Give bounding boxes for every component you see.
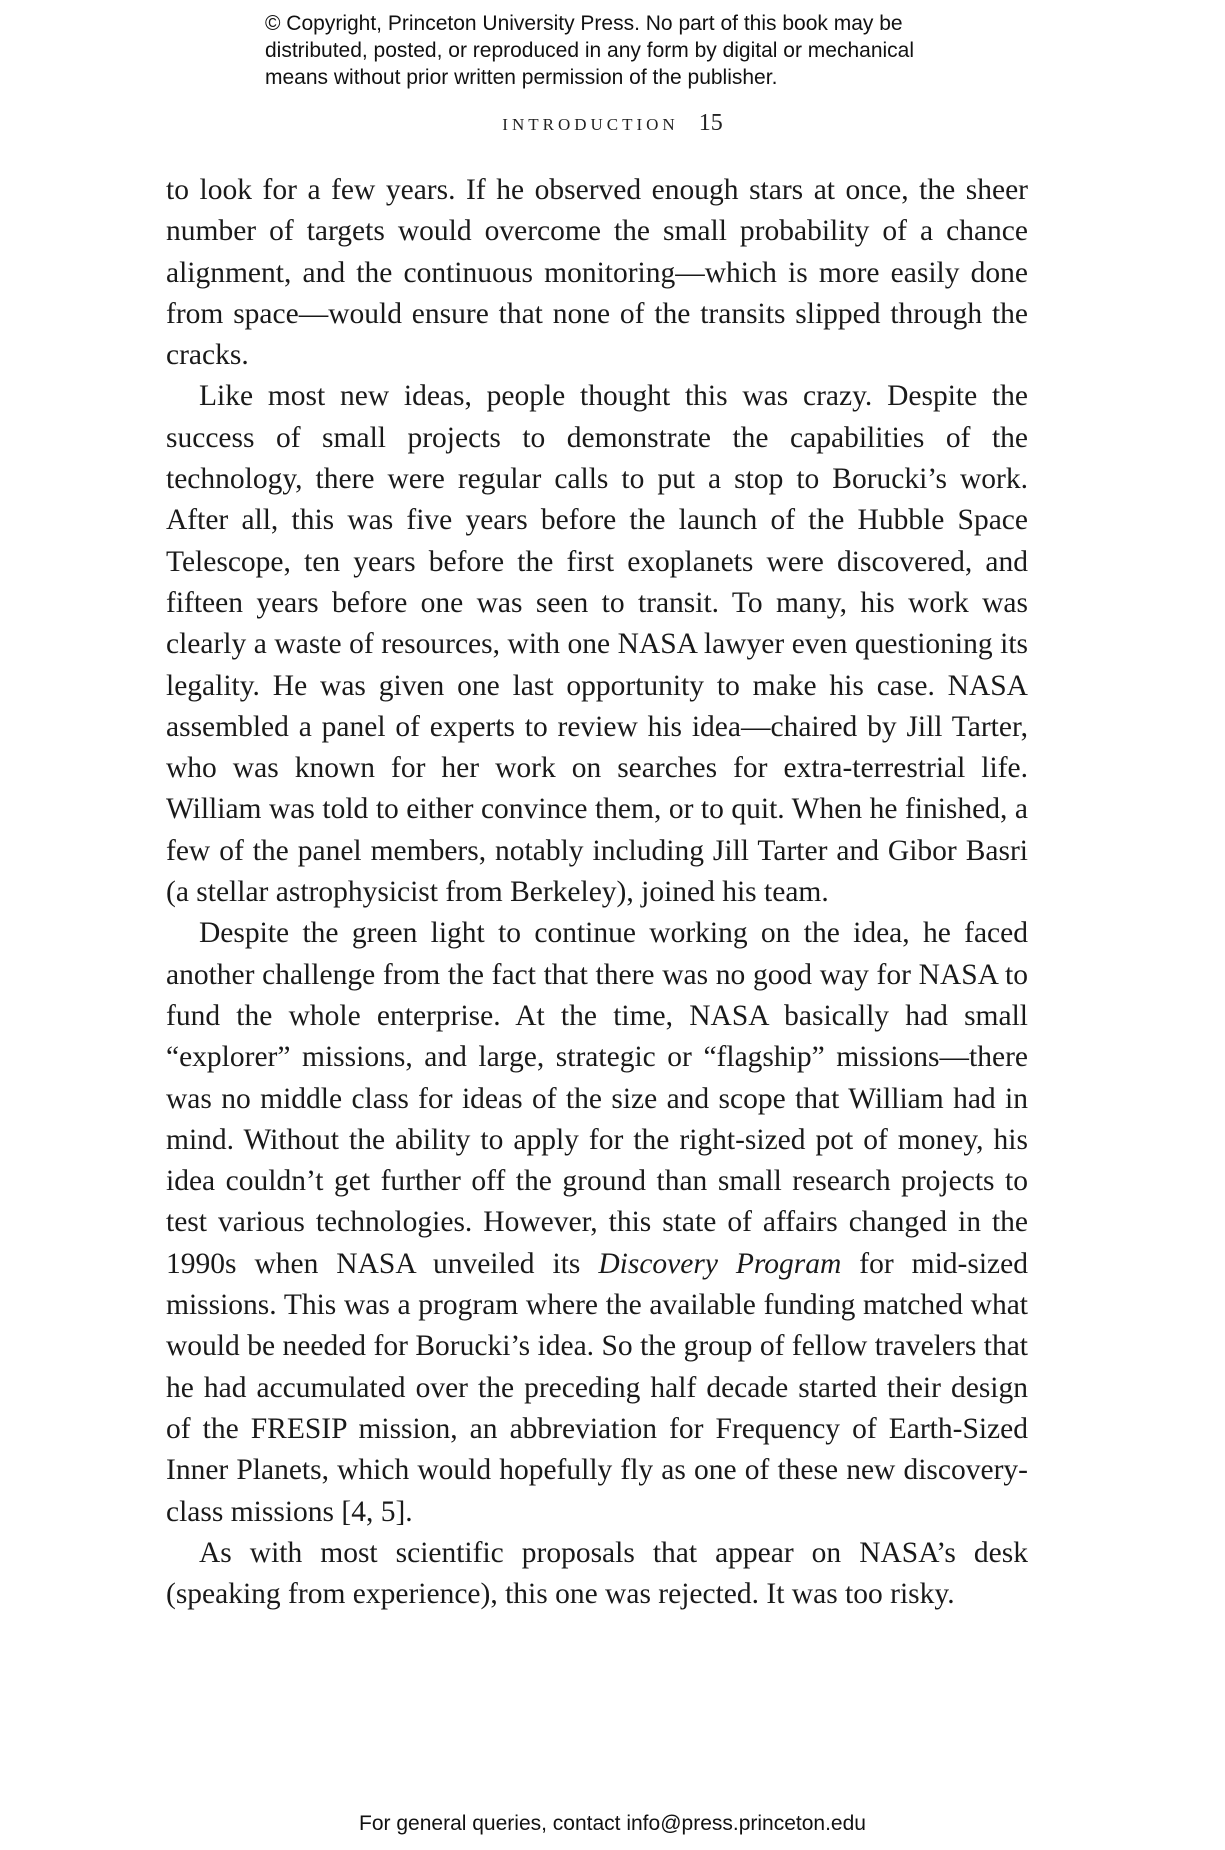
paragraph-3-text-b: for mid-sized missions. This was a program where the available funding matched what would be needed for Borucki’s idea. So the group of fellow travelers that he had accumulated over the preceding half decade started their design of the FRESIP mission, an abbreviation for Frequency of Earth-Sized Inner Planets, which would hopefully fly as one of these new discovery-class missions [4, 5]. [166,1247,1028,1528]
paragraph-4: As with most scientific proposals that appear on NASA’s desk (speaking from experience), this one was rejected. It was too risky. [166,1536,1028,1611]
copyright-line-3: means without prior written permission of the publisher. [265,66,778,89]
discovery-program-title: Discovery Program [598,1247,842,1280]
running-head [0,110,1225,137]
copyright-line-2: distributed, posted, or reproduced in any form by digital or mechanical [265,39,915,62]
paragraph-2: Like most new ideas, people thought this was crazy. Despite the success of small projects to demonstrate the capabilities of the technology, there were regular calls to put a stop to Borucki’s work. After all, this was five years before the launch of the Hubble Space Telescope, ten years before the first exoplanets were discovered, and fifteen years before one was seen to transit. To many, his work was clearly a waste of resources, with one NASA lawyer even questioning its legality. He was given one last opportunity to make his case. NASA assembled a panel of experts to review his idea—chaired by Jill Tarter, who was known for her work on searches for extra-terrestrial life. William was told to either convince them, or to quit. When he finished, a few of the panel members, notably including Jill Tarter and Gibor Basri (a stellar astrophysicist from Berkeley), joined his team. [166,380,1028,909]
copyright-line-1: © Copyright, Princeton University Press. No part of this book may be [265,12,903,35]
section-title: introduction [502,110,679,136]
page-number: 15 [698,110,723,136]
body-text [166,170,1028,1615]
copyright-notice [265,10,1025,91]
paragraph-1: to look for a few years. If he observed enough stars at once, the sheer number of targets would overcome the small probability of a chance alignment, and the continuous monitoring—which is more easily done from space—would ensure that none of the transits slipped through the cracks. [166,174,1028,372]
paragraph-3-text-a: Despite the green light to continue working on the idea, he faced another challenge from the fact that there was no good way for NASA to fund the whole enterprise. At the time, NASA basically had small “explorer” missions, and large, strategic or “flagship” missions—there was no middle class for ideas of the size and scope that William had in mind. Without the ability to apply for the right-sized pot of money, his idea couldn’t get further off the ground than small research projects to test various technologies. However, this state of affairs changed in the 1990s when NASA unveiled its [166,917,1028,1280]
footer-contact: For general queries, contact info@press.princeton.edu [359,1812,866,1835]
paragraph-3 [166,913,1028,1532]
